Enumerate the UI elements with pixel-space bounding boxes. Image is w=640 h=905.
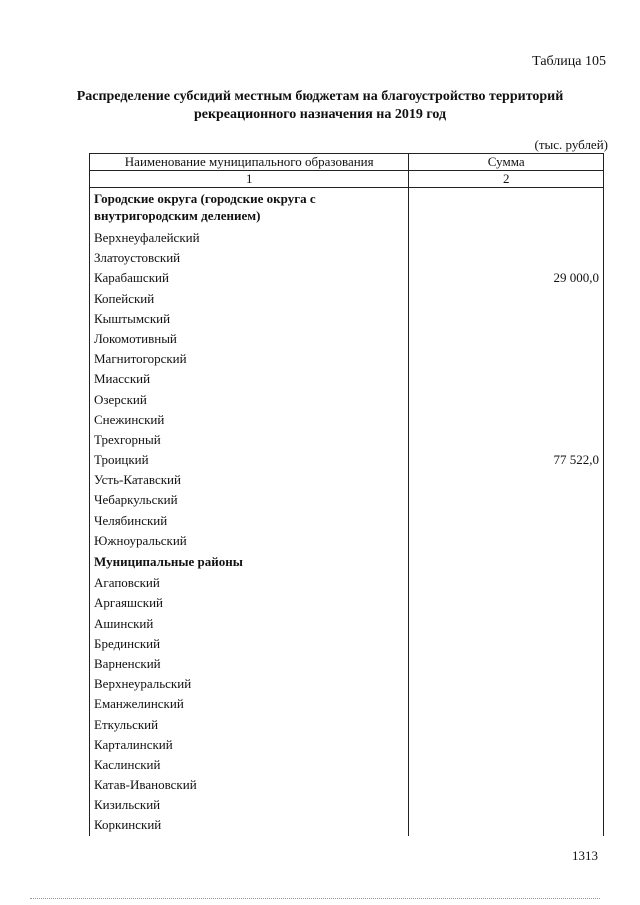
subsidy-amount: [409, 795, 604, 815]
municipality-name: Городские округа (городские округа с внутригородским делением): [90, 188, 409, 229]
municipality-name: Кизильский: [90, 795, 409, 815]
page-number: 1313: [572, 848, 598, 863]
subsidy-amount: [409, 674, 604, 694]
table-row: [90, 775, 604, 795]
subsidy-amount: [409, 228, 604, 248]
subsidy-amount: [409, 634, 604, 654]
column-header-amount: Сумма: [409, 154, 604, 171]
subsidy-amount: [409, 430, 604, 450]
title-line-2: рекреационного назначения на 2019 год: [193, 107, 447, 122]
municipality-name: Троицкий: [90, 450, 409, 470]
subsidy-table: [89, 153, 604, 836]
table-row: [90, 573, 604, 593]
municipality-name: Аргаяшский: [90, 593, 409, 613]
municipality-name: Ашинский: [90, 614, 409, 634]
column-header-name: Наименование муниципального образования: [90, 154, 409, 171]
subsidy-amount: [409, 531, 604, 551]
subsidy-amount: [409, 470, 604, 490]
subsidy-amount: 77 522,0: [409, 450, 604, 470]
municipality-name: Агаповский: [90, 573, 409, 593]
municipality-name: Еманжелинский: [90, 694, 409, 714]
table-row: [90, 268, 604, 288]
subsidy-amount: [409, 349, 604, 369]
table-row: [90, 410, 604, 430]
table-row: [90, 654, 604, 674]
subsidy-amount: [409, 289, 604, 309]
bottom-divider: [30, 898, 600, 899]
group-header-row: [90, 551, 604, 573]
municipality-name: Муниципальные районы: [90, 551, 409, 573]
table-row: [90, 511, 604, 531]
municipality-name: Миасский: [90, 369, 409, 389]
municipality-name: Каслинский: [90, 755, 409, 775]
table-row: [90, 450, 604, 470]
document-title: [60, 88, 580, 124]
table-row: [90, 694, 604, 714]
table-row: [90, 309, 604, 329]
subsidy-amount: [409, 775, 604, 795]
units-label: (тыс. рублей): [534, 137, 608, 152]
subsidy-amount: 29 000,0: [409, 268, 604, 288]
table-row: [90, 470, 604, 490]
table-row: [90, 593, 604, 613]
subsidy-amount: [409, 755, 604, 775]
municipality-name: Озерский: [90, 390, 409, 410]
municipality-name: Южноуральский: [90, 531, 409, 551]
municipality-name: Брединский: [90, 634, 409, 654]
table-row: [90, 815, 604, 835]
subsidy-amount: [409, 248, 604, 268]
municipality-name: Трехгорный: [90, 430, 409, 450]
table-row: [90, 329, 604, 349]
subsidy-amount: [409, 329, 604, 349]
column-number-1: 1: [90, 171, 409, 188]
column-number-2: 2: [409, 171, 604, 188]
table-row: [90, 369, 604, 389]
subsidy-amount: [409, 573, 604, 593]
table-row: [90, 795, 604, 815]
table-row: [90, 614, 604, 634]
municipality-name: Верхнеуфалейский: [90, 228, 409, 248]
subsidy-amount: [409, 490, 604, 510]
municipality-name: Карталинский: [90, 735, 409, 755]
municipality-name: Еткульский: [90, 715, 409, 735]
municipality-name: Кыштымский: [90, 309, 409, 329]
table-header-row: [90, 154, 604, 171]
table-row: [90, 531, 604, 551]
table-row: [90, 289, 604, 309]
table-row: [90, 755, 604, 775]
table-row: [90, 430, 604, 450]
table-number: Таблица 105: [532, 54, 606, 69]
subsidy-amount: [409, 390, 604, 410]
table-row: [90, 349, 604, 369]
subsidy-amount: [409, 614, 604, 634]
column-number-row: [90, 171, 604, 188]
table-row: [90, 735, 604, 755]
table-row: [90, 490, 604, 510]
municipality-name: Златоустовский: [90, 248, 409, 268]
municipality-name: Усть-Катавский: [90, 470, 409, 490]
subsidy-amount: [409, 410, 604, 430]
table-row: [90, 715, 604, 735]
subsidy-amount: [409, 735, 604, 755]
municipality-name: Коркинский: [90, 815, 409, 835]
municipality-name: Катав-Ивановский: [90, 775, 409, 795]
municipality-name: Локомотивный: [90, 329, 409, 349]
municipality-name: Варненский: [90, 654, 409, 674]
table-row: [90, 634, 604, 654]
subsidy-amount: [409, 694, 604, 714]
title-line-1: Распределение субсидий местным бюджетам на благоустройство территорий: [76, 89, 564, 104]
table-row: [90, 228, 604, 248]
municipality-name: Чебаркульский: [90, 490, 409, 510]
table-row: [90, 390, 604, 410]
subsidy-amount: [409, 511, 604, 531]
municipality-name: Магнитогорский: [90, 349, 409, 369]
table-row: [90, 674, 604, 694]
subsidy-amount: [409, 815, 604, 835]
table-row: [90, 248, 604, 268]
table-body: [90, 188, 604, 836]
subsidy-amount: [409, 654, 604, 674]
group-header-row: [90, 188, 604, 229]
municipality-name: Верхнеуральский: [90, 674, 409, 694]
subsidy-amount: [409, 188, 604, 229]
municipality-name: Снежинский: [90, 410, 409, 430]
subsidy-amount: [409, 593, 604, 613]
subsidy-amount: [409, 309, 604, 329]
municipality-name: Челябинский: [90, 511, 409, 531]
municipality-name: Карабашский: [90, 268, 409, 288]
subsidy-amount: [409, 369, 604, 389]
municipality-name: Копейский: [90, 289, 409, 309]
subsidy-amount: [409, 715, 604, 735]
subsidy-amount: [409, 551, 604, 573]
